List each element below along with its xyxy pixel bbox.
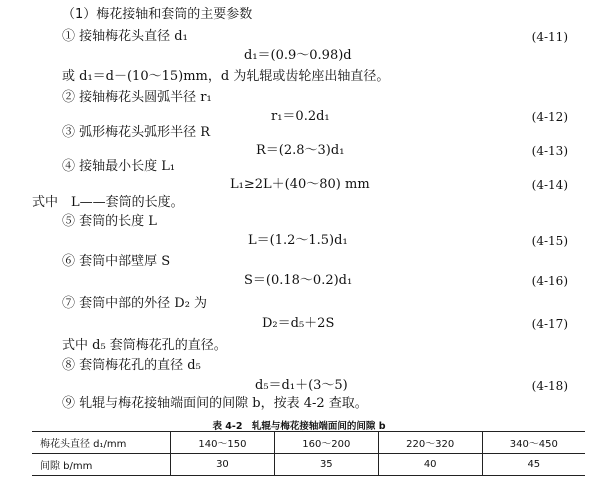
equation-number: (4-17)	[531, 317, 568, 331]
equation-number: (4-13)	[531, 144, 568, 158]
equation-number: (4-11)	[531, 30, 568, 44]
table-row	[32, 454, 585, 476]
formula: L＝(1.2～1.5)d₁	[248, 233, 348, 248]
item-label: ⑥ 套筒中部壁厚 S	[62, 254, 171, 269]
table-cell: 160～200	[274, 432, 378, 454]
note: 式中 d₅ 套筒梅花孔的直径。	[62, 338, 227, 353]
section-heading: （1）梅花接轴和套筒的主要参数	[62, 7, 253, 22]
table-cell: 340～450	[482, 432, 585, 454]
note: 或 d₁＝d－(10～15)mm，d 为轧辊或齿轮座出轴直径。	[62, 69, 390, 84]
row-header: 梅花头直径 d₁/mm	[32, 432, 171, 454]
item-label: ⑤ 套筒的长度 L	[62, 214, 157, 229]
item-label: ④ 接轴最小长度 L₁	[62, 159, 176, 174]
equation-number: (4-18)	[531, 379, 568, 393]
item-label: ⑨ 轧辊与梅花接轴端面间的间隙 b，按表 4-2 查取。	[62, 396, 368, 411]
formula: r₁＝0.2d₁	[271, 109, 330, 124]
row-header: 间隙 b/mm	[32, 454, 171, 476]
formula: S＝(0.18～0.2)d₁	[244, 273, 353, 288]
equation-number: (4-12)	[531, 110, 568, 124]
formula: d₁＝(0.9～0.98)d	[244, 48, 352, 63]
table-row	[32, 432, 585, 454]
item-label: ③ 弧形梅花头弧形半径 R	[62, 125, 211, 140]
table-cell: 140～150	[171, 432, 275, 454]
item-label: ② 接轴梅花头圆弧半径 r₁	[62, 90, 212, 105]
table-cell: 35	[274, 454, 378, 476]
table-cell: 220～320	[378, 432, 482, 454]
note: 式中 L——套筒的长度。	[32, 195, 184, 210]
formula: R＝(2.8～3)d₁	[256, 143, 345, 158]
item-label: ⑧ 套筒梅花孔的直径 d₅	[62, 358, 201, 373]
equation-number: (4-14)	[531, 178, 568, 192]
equation-number: (4-15)	[531, 234, 568, 248]
equation-number: (4-16)	[531, 274, 568, 288]
item-label: ⑦ 套筒中部的外径 D₂ 为	[62, 296, 208, 311]
table-cell: 45	[482, 454, 585, 476]
table-caption: 表 4-2 轧辊与梅花接轴端面间的间隙 b	[212, 421, 386, 432]
table-cell: 30	[171, 454, 275, 476]
formula: D₂＝d₅＋2S	[262, 316, 335, 331]
table-cell: 40	[378, 454, 482, 476]
item-label: ① 接轴梅花头直径 d₁	[62, 29, 188, 44]
gap-table	[32, 431, 585, 476]
formula: d₅＝d₁＋(3～5)	[255, 378, 348, 393]
formula: L₁≥2L＋(40～80) mm	[230, 177, 370, 192]
